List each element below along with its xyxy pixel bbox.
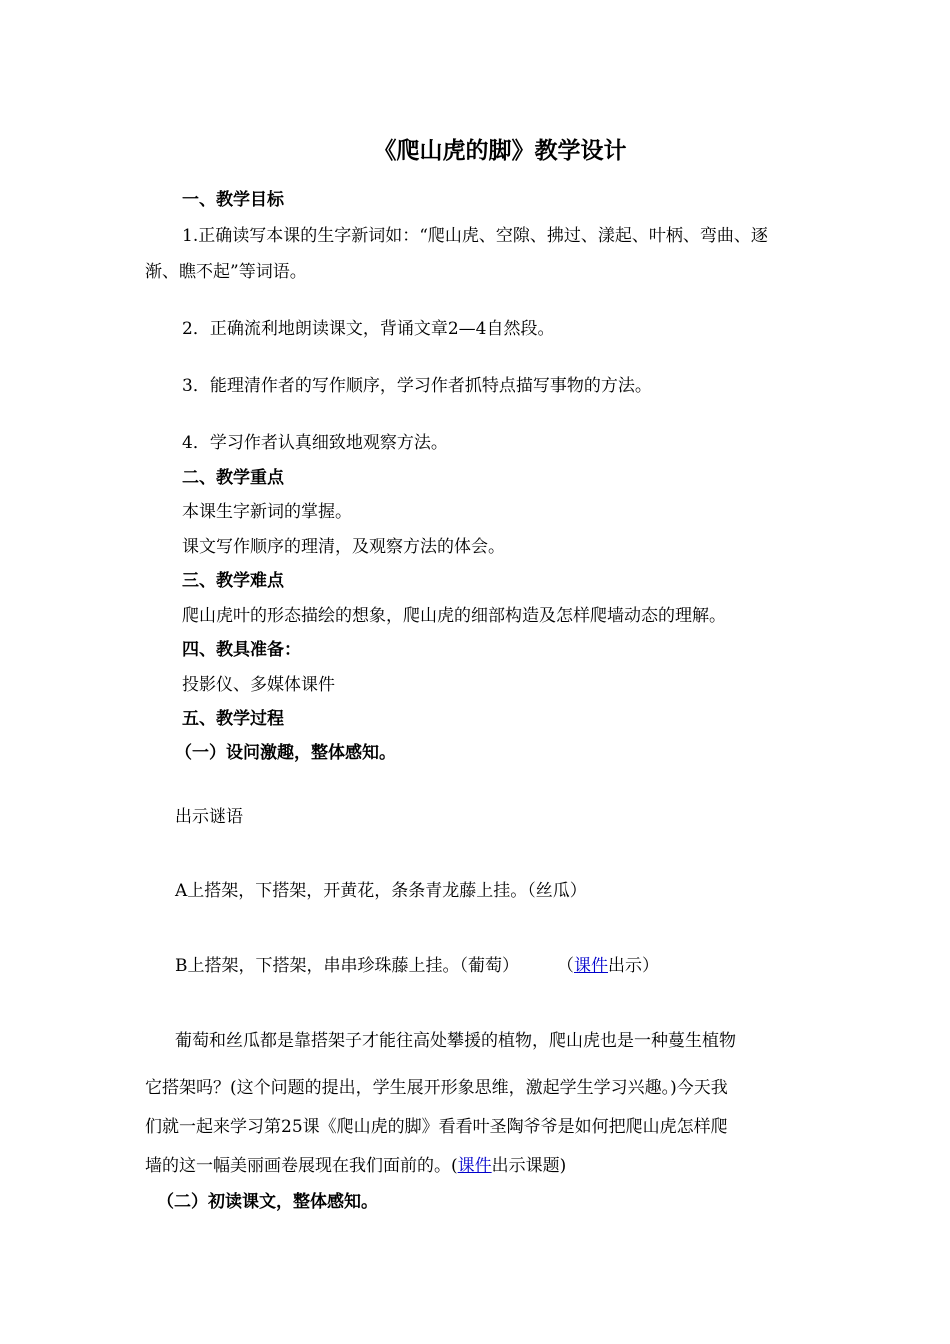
objective-2: 2．正确流利地朗读课文，背诵文章2—4自然段。 xyxy=(182,319,555,339)
paragraph-line-4 xyxy=(145,1155,566,1177)
section-heading-difficulties: 三、教学难点 xyxy=(182,571,284,591)
objective-4: 4．学习作者认真细致地观察方法。 xyxy=(182,433,448,453)
paragraph-line-4-text: 墙的这一幅美丽画卷展现在我们面前的。( xyxy=(145,1156,458,1176)
section-heading-process: 五、教学过程 xyxy=(182,709,284,729)
paragraph-line-4-tail: 出示课题) xyxy=(491,1156,567,1176)
section-heading-key-points: 二、教学重点 xyxy=(182,468,284,488)
step-1-heading: （一）设问激趣，整体感知。 xyxy=(175,743,396,763)
key-point-1: 本课生字新词的掌握。 xyxy=(182,502,352,522)
riddle-label: 出示谜语 xyxy=(175,807,243,827)
section-heading-objectives: 一、教学目标 xyxy=(182,190,284,210)
objective-1-line-2: 渐、瞧不起”等词语。 xyxy=(145,262,307,282)
paragraph-line-2: 它搭架吗？(这个问题的提出，学生展开形象思维，激起学生学习兴趣。)今天我 xyxy=(145,1078,728,1098)
step-2-heading: （二）初读课文，整体感知。 xyxy=(157,1192,378,1212)
courseware-link-2[interactable]: 课件 xyxy=(457,1156,492,1176)
riddle-b xyxy=(175,955,659,977)
paragraph-line-1: 葡萄和丝瓜都是靠搭架子才能往高处攀援的植物，爬山虎也是一种蔓生植物 xyxy=(175,1031,736,1051)
key-point-2: 课文写作顺序的理清，及观察方法的体会。 xyxy=(182,537,505,557)
objective-1-line-1: 1.正确读写本课的生字新词如：“爬山虎、空隙、拂过、漾起、叶柄、弯曲、逐 xyxy=(182,226,768,246)
courseware-link-1[interactable]: 课件 xyxy=(574,956,608,976)
riddle-a: A上搭架，下搭架，开黄花，条条青龙藤上挂。（丝瓜） xyxy=(175,881,587,901)
tools-item: 投影仪、多媒体课件 xyxy=(182,675,335,695)
section-heading-tools: 四、教具准备： xyxy=(182,640,301,660)
paragraph-line-3: 们就一起来学习第25课《爬山虎的脚》看看叶圣陶爷爷是如何把爬山虎怎样爬 xyxy=(145,1117,728,1137)
riddle-b-open-paren: （ xyxy=(557,956,574,976)
difficulty-1: 爬山虎叶的形态描绘的想象，爬山虎的细部构造及怎样爬墙动态的理解。 xyxy=(182,606,726,626)
riddle-b-close: 出示） xyxy=(608,956,659,976)
objective-3: 3．能理清作者的写作顺序，学习作者抓特点描写事物的方法。 xyxy=(182,376,652,396)
document-title: 《爬山虎的脚》教学设计 xyxy=(373,137,627,164)
riddle-b-text: B上搭架，下搭架，串串珍珠藤上挂。（葡萄） xyxy=(175,956,519,976)
